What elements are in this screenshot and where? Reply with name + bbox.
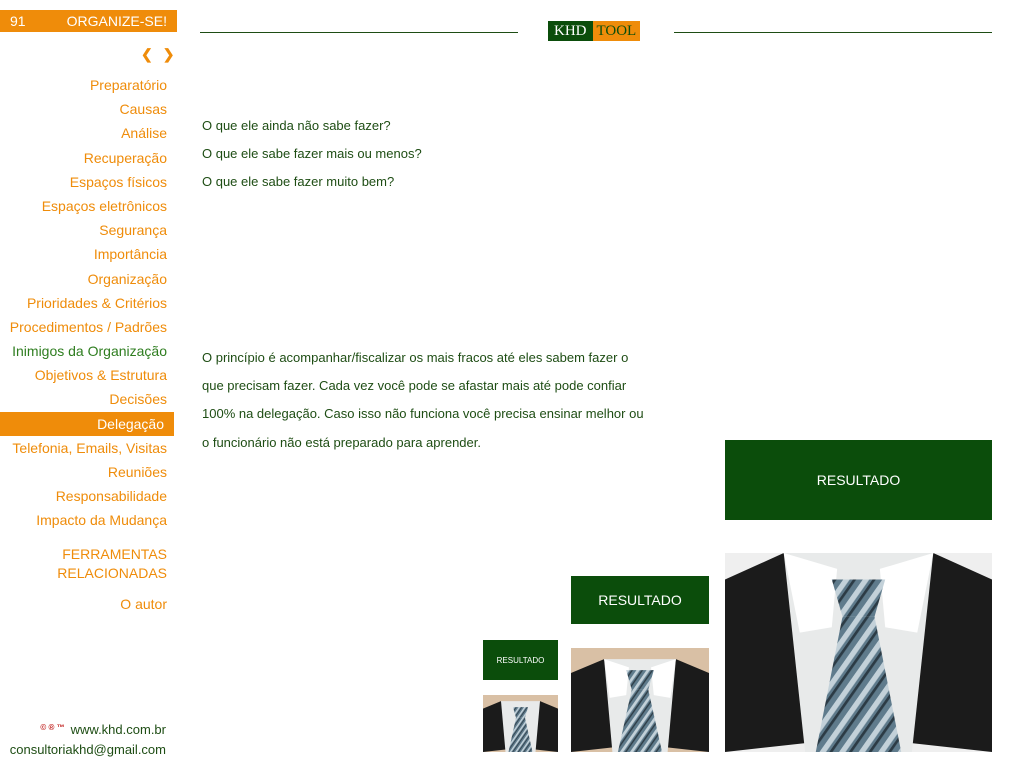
sidebar-item-procedimentos[interactable]: Procedimentos / Padrões xyxy=(9,318,167,335)
tie-illustration-large xyxy=(725,553,992,752)
website-line xyxy=(0,722,166,737)
email-link[interactable]: consultoriakhd@gmail.com xyxy=(9,742,166,757)
sidebar-item-espacos-eletronicos[interactable]: Espaços eletrônicos xyxy=(41,197,167,214)
header-bar xyxy=(0,10,177,32)
sidebar-item-prioridades[interactable]: Prioridades & Critérios xyxy=(26,294,167,311)
sidebar-item-impacto[interactable]: Impacto da Mudança xyxy=(36,512,167,529)
tie-photo-large xyxy=(725,553,992,752)
sidebar-item-seguranca[interactable]: Segurança xyxy=(99,222,167,239)
result-label-small: RESULTADO xyxy=(496,655,545,665)
sidebar-item-recuperacao[interactable]: Recuperação xyxy=(83,149,167,166)
tie-photo-small xyxy=(483,695,558,752)
chevron-left-icon[interactable]: ❮ xyxy=(141,46,153,62)
chevron-right-icon[interactable]: ❯ xyxy=(162,46,175,62)
sidebar-item-telefonia[interactable]: Telefonia, Emails, Visitas xyxy=(12,439,167,456)
khd-tool-logo xyxy=(548,21,640,41)
sidebar-item-inimigos[interactable]: Inimigos da Organização xyxy=(12,343,167,360)
logo-khd: KHD xyxy=(548,21,593,41)
result-box-small xyxy=(483,640,558,680)
tie-illustration-small xyxy=(483,695,558,752)
question-3: O que ele sabe fazer muito bem? xyxy=(202,174,395,189)
question-2: O que ele sabe fazer mais ou menos? xyxy=(202,146,422,161)
author-link[interactable]: O autor xyxy=(120,596,167,612)
result-box-large xyxy=(725,440,992,520)
website-link[interactable]: www.khd.com.br xyxy=(70,722,166,737)
sidebar-item-objetivos[interactable]: Objetivos & Estrutura xyxy=(34,367,167,384)
tie-illustration-medium xyxy=(571,648,709,752)
sidebar-item-responsabilidade[interactable]: Responsabilidade xyxy=(55,488,167,505)
copyright-icon: © ® ™ xyxy=(40,723,65,732)
delegation-paragraph: O princípio é acompanhar/fiscalizar os mais fracos até eles sabem fazer o que precisam fazer. Cada vez você pode se afastar mais até pode confiar 100% na delegação. Caso isso não funciona você precisa ensinar melhor ou o funcionário não está preparado para aprender. xyxy=(202,350,644,450)
result-box-medium xyxy=(571,576,709,624)
sidebar-item-reunioes[interactable]: Reuniões xyxy=(107,464,167,480)
sidebar-item-importancia[interactable]: Importância xyxy=(93,246,167,263)
section-title: ORGANIZE-SE! xyxy=(66,13,167,29)
sidebar-item-espacos-fisicos[interactable]: Espaços físicos xyxy=(69,173,167,190)
related-tools-line2: RELACIONADAS xyxy=(57,565,167,581)
tie-photo-medium xyxy=(571,648,709,752)
result-label-medium: RESULTADO xyxy=(598,592,682,608)
sidebar-item-organizacao[interactable]: Organização xyxy=(87,270,167,287)
question-1: O que ele ainda não sabe fazer? xyxy=(202,118,391,133)
sidebar-nav xyxy=(0,73,167,533)
sidebar-item-causas[interactable]: Causas xyxy=(119,101,167,118)
sidebar-item-decisoes[interactable]: Decisões xyxy=(109,391,167,408)
header-rule-left xyxy=(200,32,518,33)
result-label-large: RESULTADO xyxy=(816,472,901,488)
related-tools-line1: FERRAMENTAS xyxy=(62,546,167,562)
header-rule-right xyxy=(674,32,992,33)
sidebar-item-preparatorio[interactable]: Preparatório xyxy=(89,77,167,93)
sidebar-item-analise[interactable]: Análise xyxy=(121,125,167,142)
page-navigation xyxy=(141,46,175,66)
page-number: 91 xyxy=(10,13,26,29)
sidebar-item-delegacao[interactable]: Delegação xyxy=(0,412,174,436)
logo-tool: TOOL xyxy=(593,21,641,41)
related-tools-link[interactable] xyxy=(0,545,167,583)
